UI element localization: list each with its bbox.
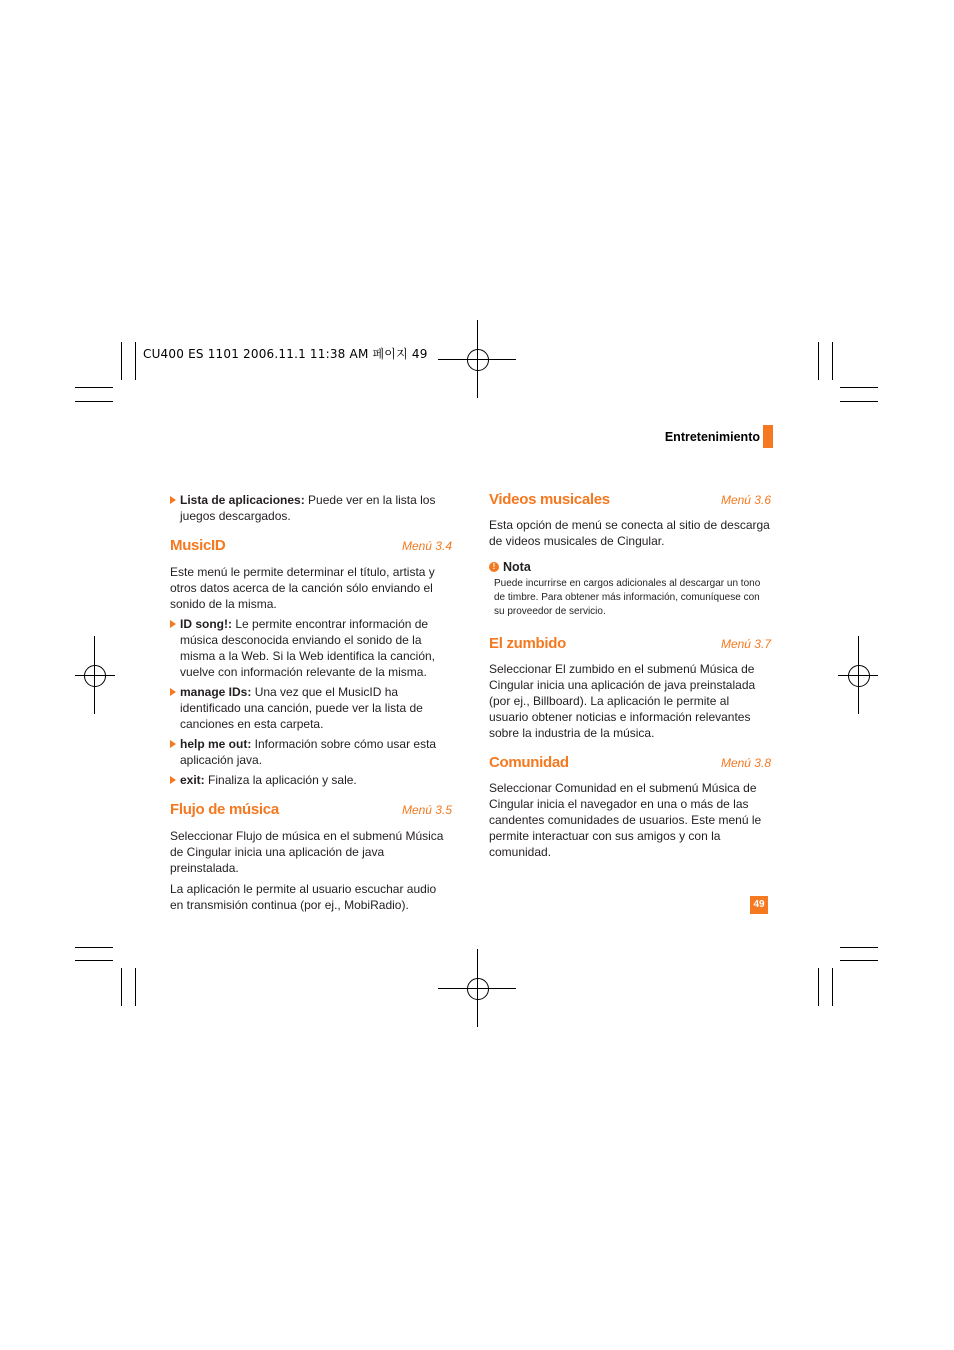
bullet-text: Una vez que el MusicID ha identificado una canción, puede ver la lista de canciones en esta carpeta. xyxy=(180,685,423,731)
paragraph: Seleccionar El zumbido en el submenú Música de Cingular inicia una aplicación de java preinstalada (por ej., Billboard). La aplicación le permite al usuario obtener noticias e información relevantes sobre la industria de la música. xyxy=(489,662,756,740)
registration-mark-top xyxy=(438,320,516,398)
paragraph: Seleccionar Comunidad en el submenú Música de Cingular inicia el navegador en una o más de las candentes comunidades de usuarios. Este menú le permite interactuar con sus amigos y con la comunidad. xyxy=(489,781,762,859)
section-title: Entretenimiento xyxy=(664,430,760,444)
section-heading-zumbido xyxy=(489,636,771,652)
paragraph: Esta opción de menú se conecta al sitio de descarga de videos musicales de Cingular. xyxy=(489,518,770,548)
list-item xyxy=(170,684,452,732)
bullet-term: exit: xyxy=(180,773,205,787)
menu-number: Menú 3.7 xyxy=(720,637,771,651)
page-number: 49 xyxy=(750,896,768,914)
note-title: Nota xyxy=(503,560,531,574)
paragraph: La aplicación le permite al usuario escuchar audio en transmisión continua (por ej., MobiRadio). xyxy=(170,882,437,912)
bullet-term: help me out: xyxy=(180,737,252,751)
bullet-arrow-icon xyxy=(170,620,176,628)
warning-icon: ! xyxy=(489,562,499,572)
bullet-arrow-icon xyxy=(170,496,176,504)
print-slug: CU400 ES 1101 2006.11.1 11:38 AM 페이지 49 xyxy=(143,347,428,361)
heading-title: Comunidad xyxy=(489,754,569,771)
left-column xyxy=(170,492,452,913)
bullet-text: Puede ver en la lista los juegos descargados. xyxy=(180,493,436,523)
paragraph: Seleccionar Flujo de música en el submenú Música de Cingular inicia una aplicación de java preinstalada. xyxy=(170,829,444,875)
right-column xyxy=(489,492,771,860)
list-item xyxy=(170,492,452,524)
section-heading-videos xyxy=(489,492,771,508)
bullet-text: Le permite encontrar información de música desconocida enviando el sonido de la misma a la Web. Si la Web identifica la canción, vuelve con información relevante de la misma. xyxy=(180,617,436,679)
registration-mark-right xyxy=(838,636,878,714)
bullet-arrow-icon xyxy=(170,688,176,696)
menu-number: Menú 3.8 xyxy=(720,756,771,770)
heading-title: El zumbido xyxy=(489,635,566,652)
menu-number: Menú 3.4 xyxy=(401,539,452,553)
note-body: Puede incurrirse en cargos adicionales al descargar un tono de timbre. Para obtener más información, comuníquese con su proveedor de servicio. xyxy=(494,578,761,617)
section-heading-flujo xyxy=(170,802,452,818)
bullet-text: Finaliza la aplicación y sale. xyxy=(204,773,357,787)
menu-number: Menú 3.6 xyxy=(720,493,771,507)
bullet-term: Lista de aplicaciones: xyxy=(180,493,305,507)
bullet-text: Información sobre cómo usar esta aplicación java. xyxy=(180,737,437,767)
list-item xyxy=(170,616,452,680)
heading-title: MusicID xyxy=(170,537,226,554)
list-item xyxy=(170,772,452,788)
section-heading-musicid xyxy=(170,538,452,554)
bullet-term: manage IDs: xyxy=(180,685,252,699)
list-item xyxy=(170,736,452,768)
heading-title: Videos musicales xyxy=(489,491,610,508)
note-heading xyxy=(489,559,771,575)
bullet-term: ID song!: xyxy=(180,617,232,631)
heading-title: Flujo de música xyxy=(170,801,279,818)
section-tab xyxy=(763,425,773,448)
bullet-arrow-icon xyxy=(170,776,176,784)
section-heading-comunidad xyxy=(489,755,771,771)
menu-number: Menú 3.5 xyxy=(401,803,452,817)
bullet-arrow-icon xyxy=(170,740,176,748)
paragraph: Este menú le permite determinar el título, artista y otros datos acerca de la canción sólo enviando el sonido de la misma. xyxy=(170,565,435,611)
registration-mark-bottom xyxy=(438,949,516,1027)
registration-mark-left xyxy=(75,636,115,714)
